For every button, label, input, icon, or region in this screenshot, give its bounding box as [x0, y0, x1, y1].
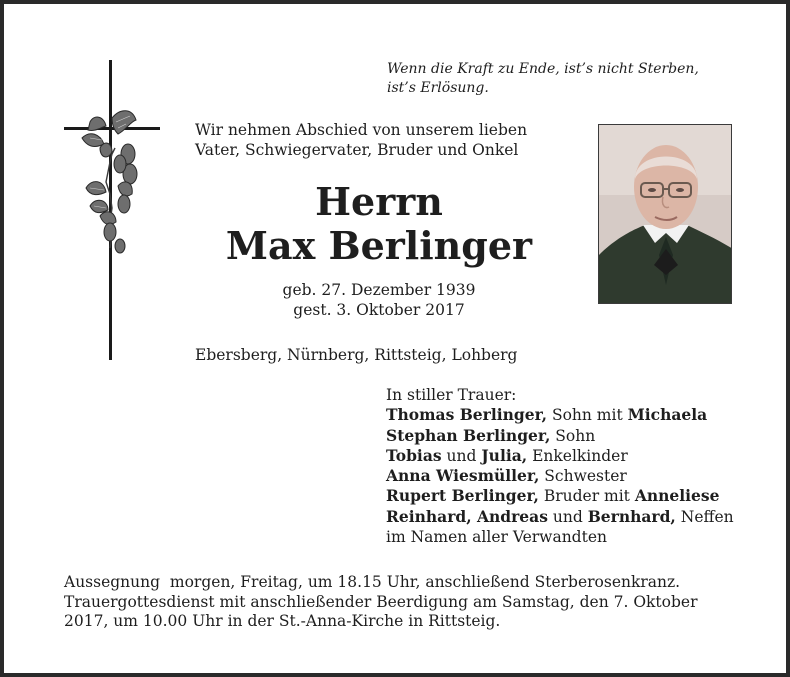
- mourner-line: [386, 446, 776, 466]
- mourners-closing: im Namen aller Verwandten: [386, 528, 607, 547]
- places-list: Ebersberg, Nürnberg, Rittsteig, Lohberg: [195, 346, 518, 364]
- mourner-line: [386, 426, 776, 446]
- service-details: [64, 573, 754, 632]
- intro-line-2: Vater, Schwiegervater, Bruder und Onkel: [195, 141, 519, 159]
- motto-line-1: Wenn die Kraft zu Ende, ist’s nicht Sterben,: [387, 61, 699, 77]
- mourner-relation: Sohn: [550, 426, 596, 445]
- deceased-name-block: [194, 180, 564, 268]
- mourner-name: Bernhard,: [587, 506, 676, 526]
- mourner-relation: Enkelkinder: [527, 446, 628, 465]
- service-line-3: 2017, um 10.00 Uhr in der St.-Anna-Kirche in Rittsteig.: [64, 612, 501, 630]
- salutation: Herrn: [315, 179, 443, 224]
- cross-with-hops-icon: [60, 60, 164, 360]
- mourner-name: Reinhard, Andreas: [386, 506, 548, 526]
- intro-text: [195, 120, 585, 160]
- death-date: gest. 3. Oktober 2017: [293, 301, 465, 319]
- mourner-name: Rupert Berlinger,: [386, 486, 539, 506]
- service-line-2: Trauergottesdienst mit anschließender Beerdigung am Samstag, den 7. Oktober: [64, 592, 698, 611]
- mourner-name: Anna Wiesmüller,: [386, 466, 540, 486]
- mourner-relation: Sohn mit: [547, 406, 628, 425]
- mourner-name: Julia,: [481, 445, 528, 465]
- mourner-relation: Neffen: [675, 507, 734, 526]
- mourner-line: [386, 466, 776, 486]
- mourner-connector: und: [547, 507, 588, 526]
- birth-date: geb. 27. Dezember 1939: [282, 281, 476, 299]
- life-dates: [194, 280, 564, 320]
- mourner-name: Thomas Berlinger,: [386, 405, 548, 425]
- mourner-relation: Bruder mit: [538, 487, 635, 506]
- motto-quote: [387, 60, 767, 98]
- mourner-name: Stephan Berlinger,: [386, 425, 551, 445]
- mourner-line: [386, 486, 776, 506]
- portrait-image: [599, 125, 732, 304]
- mourners-list: [386, 385, 776, 547]
- mourner-name: Tobias: [386, 445, 442, 465]
- intro-line-1: Wir nehmen Abschied von unserem lieben: [195, 121, 528, 139]
- motto-line-2: ist’s Erlösung.: [387, 80, 489, 96]
- mourners-heading: In stiller Trauer:: [386, 386, 517, 404]
- deceased-name: Max Berlinger: [225, 223, 533, 268]
- mourner-connector: und: [441, 446, 482, 465]
- service-line-1: Aussegnung morgen, Freitag, um 18.15 Uhr, anschließend Sterberosenkranz.: [64, 573, 681, 591]
- portrait-photo: [598, 124, 732, 304]
- mourner-name: Anneliese: [634, 486, 720, 506]
- mourner-line: [386, 507, 776, 527]
- mourner-line: [386, 405, 776, 425]
- mourner-relation: Schwester: [539, 467, 627, 486]
- mourner-name: Michaela: [627, 405, 708, 425]
